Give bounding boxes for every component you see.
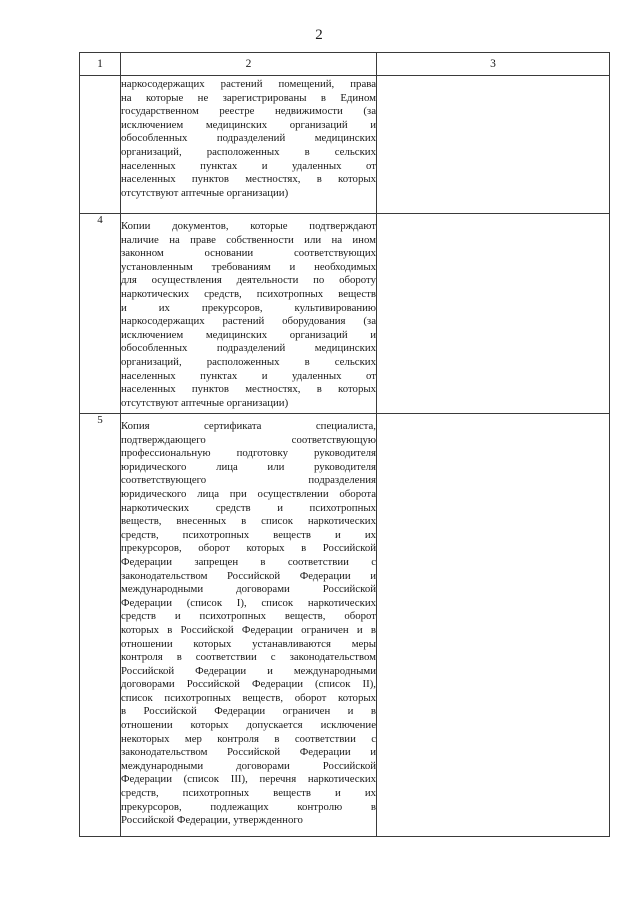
text-line: обособленных подразделений медицинских	[121, 132, 376, 145]
text-line: профессиональную подготовку руководителя	[121, 447, 376, 460]
header-col-1: 1	[80, 53, 121, 76]
text-line: отношении которых допускается исключение	[121, 719, 376, 732]
row-notes-cell	[377, 214, 610, 414]
text-line: Копия сертификата специалиста,	[121, 420, 376, 432]
requirements-table	[79, 52, 610, 837]
text-line: населенных пунктов местностях, в которых	[121, 383, 376, 396]
text-line: список психотропных веществ, оборот которых	[121, 691, 376, 704]
text-line: отсутствуют аптечные организации)	[121, 396, 289, 409]
text-line: веществ, внесенных в список наркотических	[121, 515, 376, 528]
text-line: юридического лица при осуществлении оборота	[121, 487, 376, 500]
text-line: установленным требованиям и необходимых	[121, 260, 376, 273]
text-line: для осуществления деятельности по обороту	[121, 274, 376, 287]
text-line: населенных пунктах и удаленных от	[121, 159, 376, 172]
text-line: Федерации запрещен в соответствии с	[121, 555, 376, 568]
text-line: подтверждающего соответствующую	[121, 433, 376, 446]
text-line: международными договорами Российской	[121, 583, 376, 596]
text-line: наркосодержащих растений помещений, права	[121, 78, 376, 90]
text-line: населенных пунктах и удаленных от	[121, 369, 376, 382]
text-line: средств, психотропных веществ и их	[121, 528, 376, 541]
text-line: прекурсоров, подлежащих контролю в	[121, 800, 376, 813]
row-number-cell: 4	[80, 214, 121, 414]
table-row	[80, 414, 610, 837]
text-line: организаций, расположенных в сельских	[121, 355, 376, 368]
text-line: организаций, расположенных в сельских	[121, 145, 376, 158]
text-line: населенных пунктов местностях, в которых	[121, 173, 376, 186]
text-line: обособленных подразделений медицинских	[121, 342, 376, 355]
page-number: 2	[315, 27, 323, 43]
text-line: Российской Федерации и международными	[121, 664, 376, 677]
text-line: средств и психотропных веществ, оборот	[121, 610, 376, 623]
text-line: наркосодержащих растений оборудования (за	[121, 315, 376, 328]
text-line: законном основании соответствующих	[121, 247, 376, 260]
table-row	[80, 214, 610, 414]
row-description-cell	[121, 76, 377, 214]
row-number-cell: 5	[80, 414, 121, 837]
text-line: отсутствуют аптечные организации)	[121, 186, 289, 199]
text-line: международными договорами Российской	[121, 759, 376, 772]
text-line: которых в Российской Федерации ограничен и в	[121, 623, 376, 636]
row-description-cell	[121, 214, 377, 414]
text-line: законодательством Российской Федерации и	[121, 746, 376, 759]
text-line: наличие на праве собственности или на ином	[121, 233, 376, 246]
table-header-row	[80, 53, 610, 76]
text-line: исключением медицинских организаций и	[121, 328, 376, 341]
text-line: государственном реестре недвижимости (за	[121, 105, 376, 118]
text-line: юридического лица или руководителя	[121, 460, 376, 473]
text-line: Федерации (список I), список наркотических	[121, 596, 376, 609]
row-description-cell	[121, 414, 377, 837]
text-line: наркотических средств и психотропных	[121, 501, 376, 514]
text-line: прекурсоров, оборот которых в Российской	[121, 542, 376, 555]
table-row	[80, 76, 610, 214]
text-line: законодательством Российской Федерации и	[121, 569, 376, 582]
header-col-2: 2	[121, 53, 377, 76]
text-line: в Российской Федерации ограничен и в	[121, 705, 376, 718]
text-line: Федерации (список III), перечня наркотических	[121, 773, 376, 786]
text-line: исключением медицинских организаций и	[121, 118, 376, 131]
text-line: договорами Российской Федерации (список II),	[121, 678, 376, 691]
text-line: наркотических средств, психотропных веществ	[121, 287, 376, 300]
header-col-3: 3	[377, 53, 610, 76]
text-line: некоторых мер контроля в соответствии с	[121, 732, 376, 745]
text-line: средств, психотропных веществ и их	[121, 787, 376, 800]
text-line: отношении которых устанавливаются меры	[121, 637, 376, 650]
text-line: соответствующего подразделения	[121, 474, 376, 487]
row-notes-cell	[377, 414, 610, 837]
text-line: Российской Федерации, утвержденного	[121, 814, 303, 827]
text-line: Копии документов, которые подтверждают	[121, 220, 376, 232]
row-number-cell	[80, 76, 121, 214]
text-line: контроля в соответствии с законодательством	[121, 651, 376, 664]
row-notes-cell	[377, 76, 610, 214]
text-line: на которые не зарегистрированы в Едином	[121, 91, 376, 104]
text-line: и их прекурсоров, культивированию	[121, 301, 376, 314]
